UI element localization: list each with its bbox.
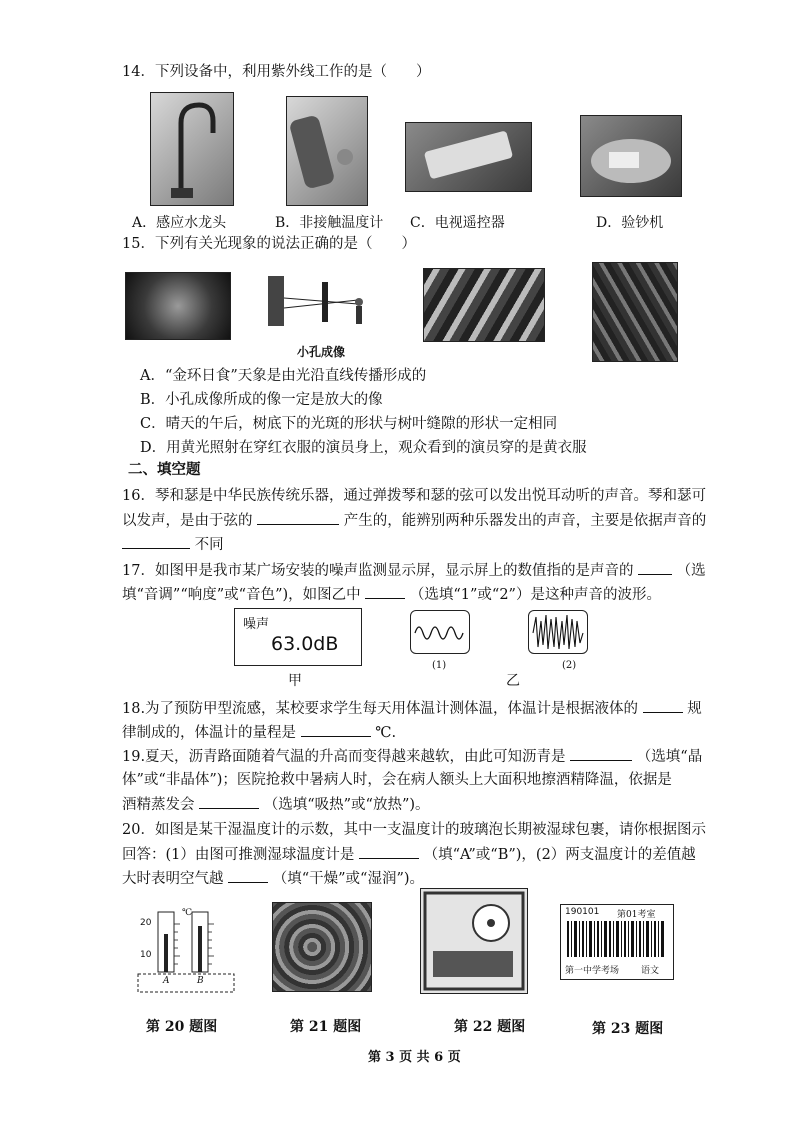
noise-display-value: 63.0dB	[271, 633, 339, 655]
q21-photo	[272, 902, 372, 992]
q22-photo	[420, 888, 528, 994]
q18-text-c: 律制成的，体温计的量程是	[122, 725, 296, 741]
q18-text-b: 规	[687, 701, 702, 717]
q15-option-c: C．晴天的午后，树底下的光斑的形状与树叶缝隙的形状一定相同	[140, 416, 558, 432]
annular-eclipse-photo	[125, 272, 231, 340]
q19-line1	[122, 746, 702, 767]
q16-line3	[122, 534, 224, 555]
barcode-id: 190101	[565, 907, 600, 917]
sensor-faucet-photo	[150, 92, 234, 206]
q20-line2	[122, 844, 696, 865]
noise-monitor-display	[234, 608, 362, 666]
caption-q21-figure: 第 21 题图	[290, 1019, 362, 1035]
q19-text-c: 酒精蒸发会	[122, 797, 195, 813]
q20-text-d: （填“干燥”或“湿润”)。	[272, 871, 425, 887]
tv-remote-photo	[405, 122, 532, 192]
waveform-2	[528, 610, 588, 654]
figure-yi-label: 乙	[506, 673, 520, 689]
q19-text-b: （选填“晶	[636, 749, 703, 765]
q16-text-c: 不同	[194, 537, 224, 553]
q15-option-a: A．“金环日食”天象是由光沿直线传播形成的	[140, 368, 427, 384]
waveform-1-label: (1)	[432, 660, 447, 671]
disc-device-icon	[421, 889, 527, 993]
q14-stem: 14．下列设备中，利用紫外线工作的是（ ）	[122, 64, 431, 80]
q18-line2	[122, 722, 396, 743]
q18-blank-2[interactable]	[301, 722, 371, 737]
caption-q20-figure: 第 20 题图	[146, 1019, 218, 1035]
cash-detector-icon	[581, 116, 681, 196]
thermo-label-a: A	[163, 976, 170, 986]
q17-text-c: 填“音调”“响度”或“音色”)，如图乙中	[122, 587, 361, 603]
q15-stem: 15．下列有关光现象的说法正确的是（ ）	[122, 236, 416, 252]
q17-line2	[122, 584, 661, 605]
q16-text-a: 以发声，是由于弦的	[122, 513, 253, 529]
q18-text-a: 18.为了预防甲型流感，某校要求学生每天用体温计测体温，体温计是根据液体的	[122, 701, 639, 717]
barcode-subject: 语文	[641, 966, 660, 976]
q19-blank-2[interactable]	[199, 794, 259, 809]
waveform-2-label: (2)	[562, 660, 577, 671]
figure-jia-label: 甲	[288, 673, 302, 689]
q19-text-d: （选填“吸热”或“放热”)。	[263, 797, 430, 813]
waveform-1	[410, 610, 470, 654]
q20-text-a: 回答：(1）由图可推测湿球温度计是	[122, 847, 355, 863]
tree-shade-light-spots-photo	[423, 268, 545, 342]
thermo-label-b: B	[197, 976, 204, 986]
q17-text-b: （选	[676, 563, 706, 579]
q20-line3	[122, 868, 424, 889]
caption-q23-figure: 第 23 题图	[592, 1021, 664, 1037]
q17-blank-1[interactable]	[638, 560, 672, 575]
q19-line3	[122, 794, 430, 815]
barcode-icon	[567, 921, 667, 957]
money-detector-photo	[580, 115, 682, 197]
page-footer: 第 3 页 共 6 页	[368, 1050, 461, 1065]
q14-option-c: C．电视遥控器	[410, 215, 505, 231]
q17-text-d: （选填“1”或“2”）是这种声音的波形。	[409, 587, 661, 603]
wet-dry-thermometer-figure	[132, 904, 240, 994]
thermo-tick-20: 20	[140, 918, 152, 928]
pinhole-caption: 小孔成像	[297, 345, 346, 359]
q19-blank-1[interactable]	[570, 746, 632, 761]
faucet-icon	[151, 93, 233, 205]
q16-blank-1[interactable]	[257, 510, 339, 525]
waveform-1-icon	[411, 611, 469, 653]
barcode-room: 第01考室	[617, 910, 656, 920]
q14-option-b: B．非接触温度计	[275, 215, 384, 231]
remote-control-icon	[406, 123, 531, 191]
q20-blank-2[interactable]	[228, 868, 268, 883]
caption-q22-figure: 第 22 题图	[454, 1019, 526, 1035]
thermo-unit: ℃	[182, 908, 193, 918]
waveform-2-icon	[529, 611, 587, 653]
pinhole-imaging-icon	[262, 268, 372, 340]
q15-option-b: B．小孔成像所成的像一定是放大的像	[140, 392, 383, 408]
q20-text-b: （填“A”或“B”)，(2）两支温度计的差值越	[423, 847, 696, 863]
q18-text-d: ℃.	[375, 725, 397, 741]
q16-line1: 16．琴和瑟是中华民族传统乐器，通过弹拨琴和瑟的弦可以发出悦耳动听的声音。琴和瑟可	[122, 488, 706, 504]
q14-option-a: A．感应水龙头	[132, 215, 227, 231]
q16-text-b: 产生的，能辨别两种乐器发出的声音，主要是依据声音的	[343, 513, 707, 529]
performer-photo	[592, 262, 678, 362]
q17-text-a: 17．如图甲是我市某广场安装的噪声监测显示屏，显示屏上的数值指的是声音的	[122, 563, 634, 579]
q20-blank-1[interactable]	[359, 844, 419, 859]
q19-text-a: 19.夏天，沥青路面随着气温的升高而变得越来越软，由此可知沥青是	[122, 749, 566, 765]
q16-line2	[122, 510, 706, 531]
q14-option-d: D．验钞机	[596, 215, 664, 231]
q17-blank-2[interactable]	[365, 584, 405, 599]
ir-thermometer-icon	[287, 97, 367, 205]
pinhole-camera-diagram	[262, 268, 372, 340]
q15-option-d: D．用黄光照射在穿红衣服的演员身上，观众看到的演员穿的是黄衣服	[140, 440, 587, 456]
q19-line2: 体”或“非晶体”)；医院抢救中暑病人时，会在病人额头上大面积地擦酒精降温，依据是	[122, 772, 672, 788]
q16-blank-2[interactable]	[122, 534, 190, 549]
q17-line1	[122, 560, 706, 581]
section-heading-fill-in: 二、填空题	[128, 461, 201, 478]
q20-line1: 20．如图是某干湿温度计的示数，其中一支温度计的玻璃泡长期被湿球包裹，请你根据图示	[122, 822, 706, 838]
q18-blank-1[interactable]	[643, 698, 683, 713]
q18-line1	[122, 698, 702, 719]
noise-display-label: 噪声	[243, 617, 270, 632]
q20-text-c: 大时表明空气越	[122, 871, 224, 887]
thermo-tick-10: 10	[140, 950, 152, 960]
barcode-school: 第一中学考场	[565, 966, 620, 976]
exam-barcode-label	[560, 904, 674, 980]
thermometer-photo	[286, 96, 368, 206]
